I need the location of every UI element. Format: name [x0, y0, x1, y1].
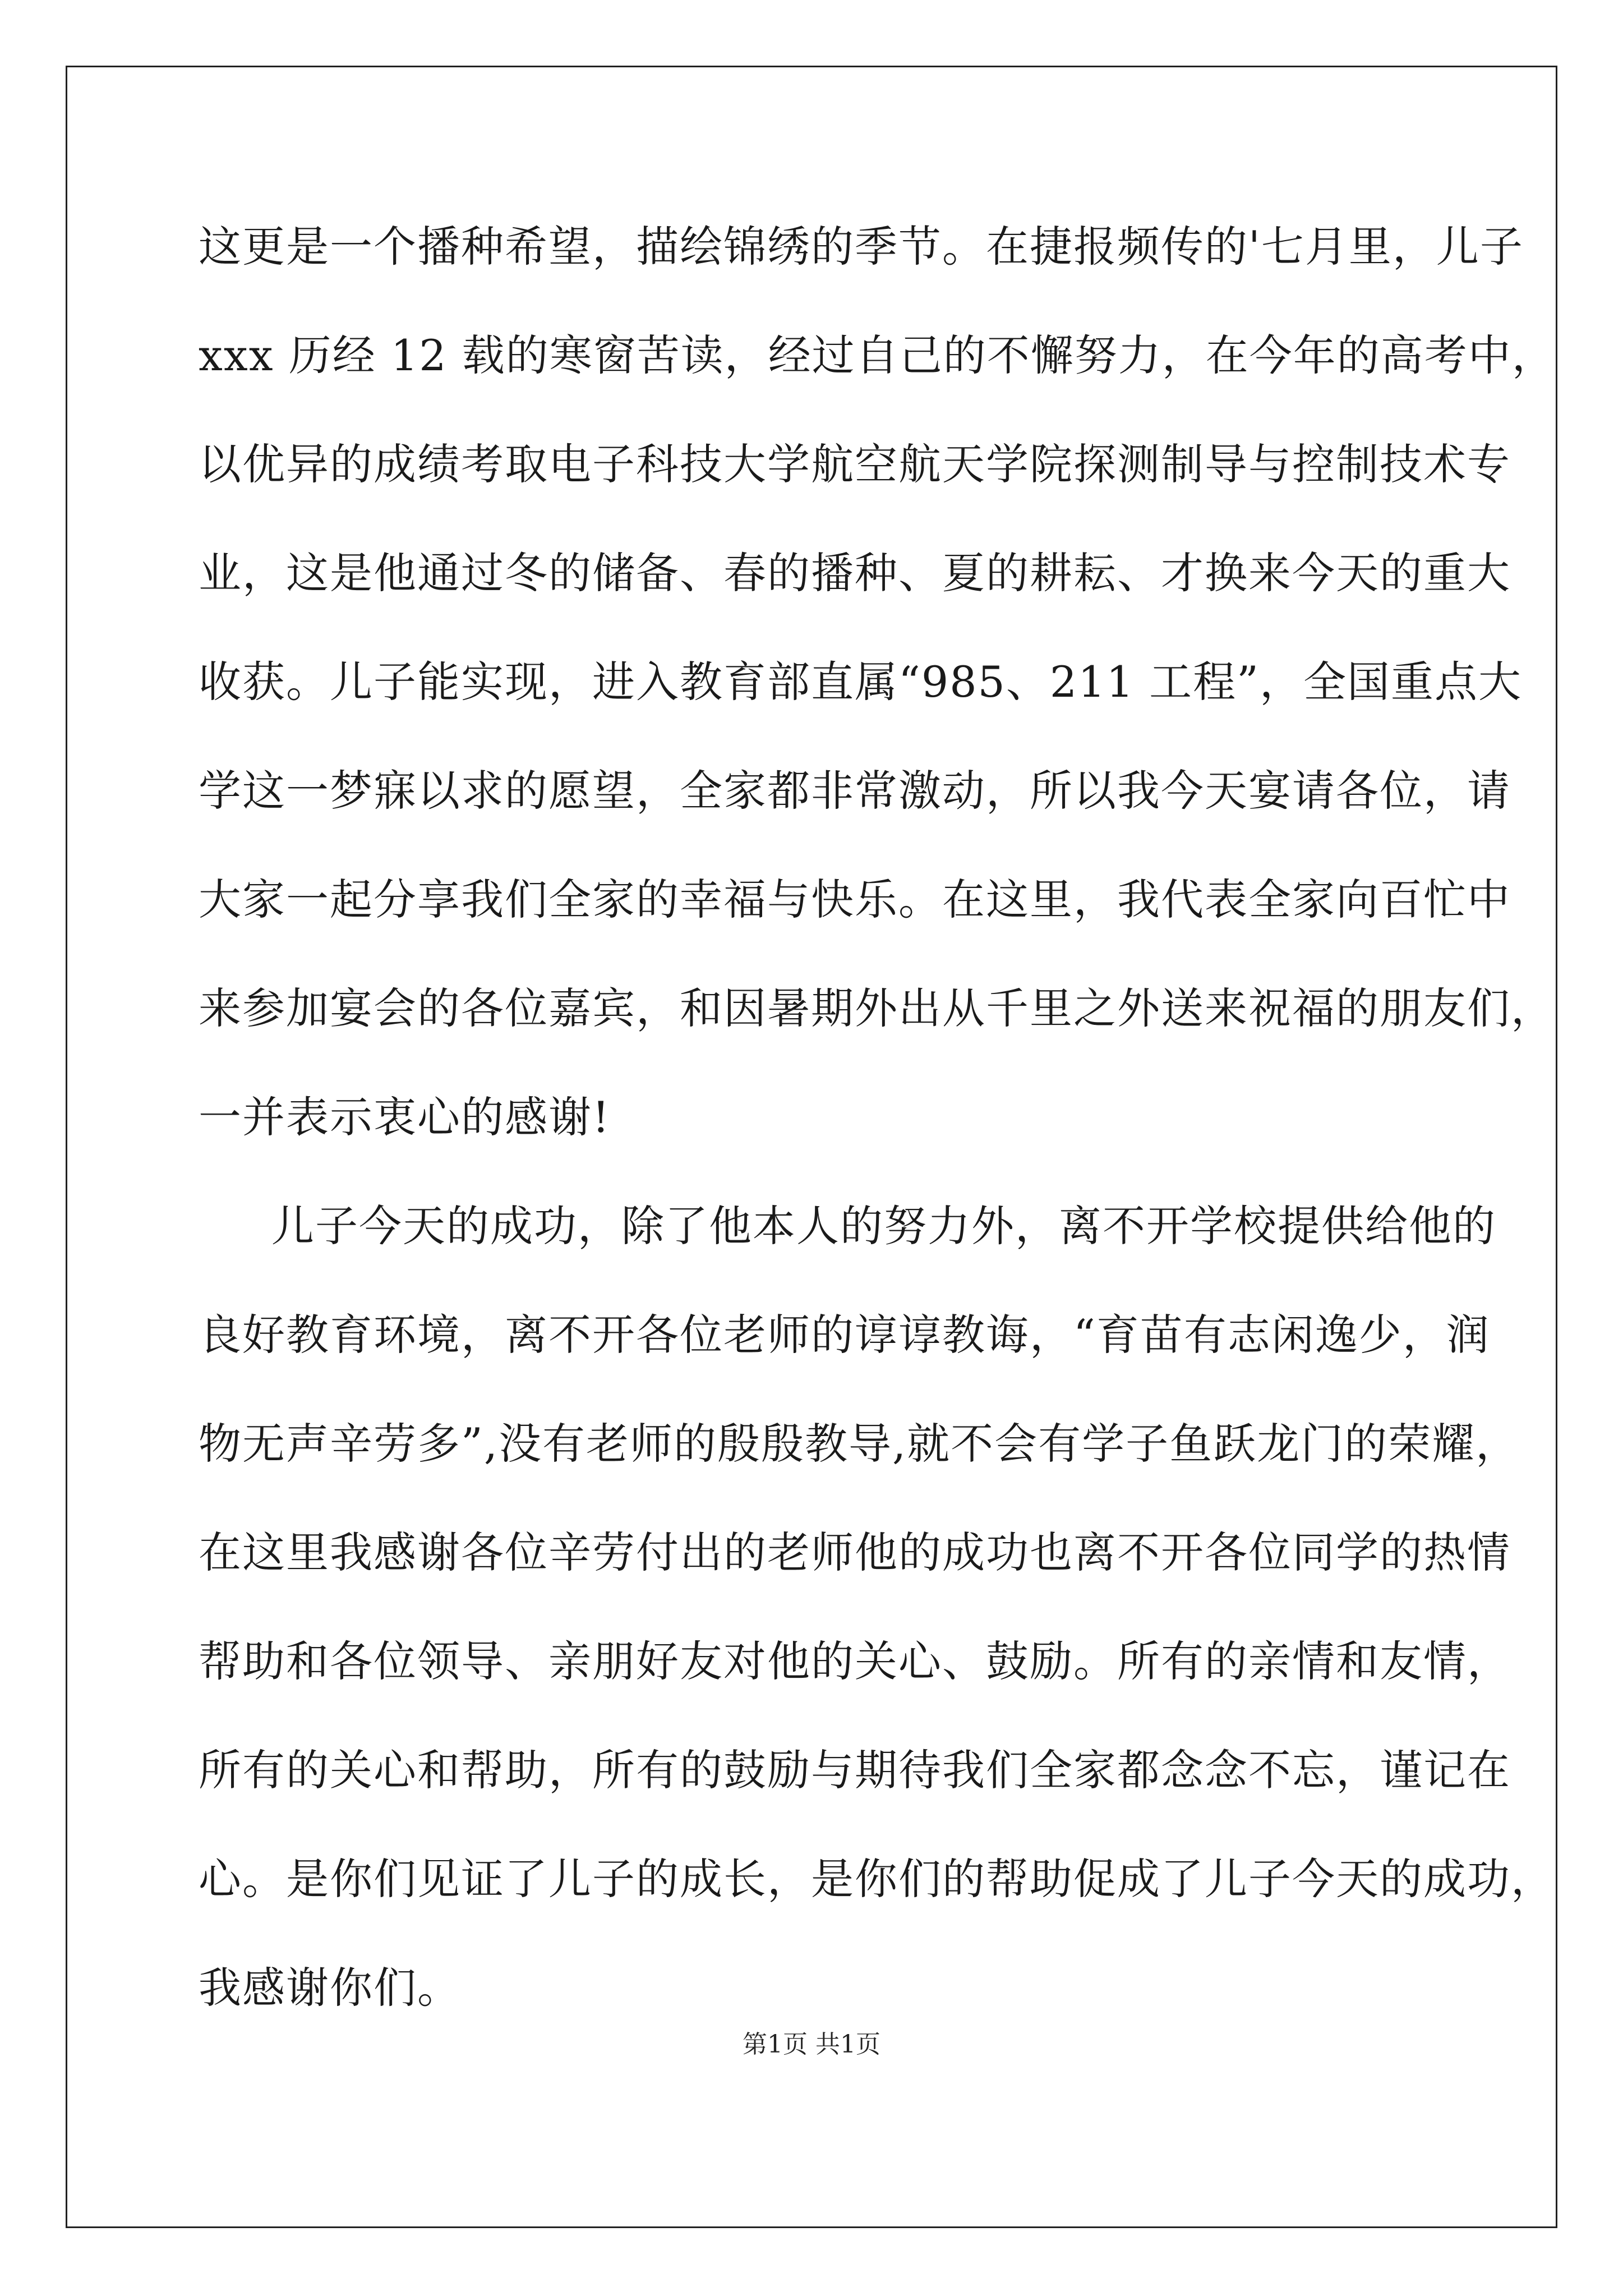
paragraph-1 — [199, 213, 1556, 1193]
paragraph-2 — [199, 1193, 1555, 2063]
text-line: 帮助和各位领导、亲朋好友对他的关心、鼓励。所有的亲情和友情， — [199, 1636, 1511, 1686]
text-line: xxx 历经 12 载的寒窗苦读，经过自己的不懈努力，在今年的高考中， — [199, 330, 1556, 380]
text-line: 大家一起分享我们全家的幸福与快乐。在这里，我代表全家向百忙中 — [199, 875, 1511, 924]
text-line: 业，这是他通过冬的储备、春的播种、夏的耕耘、才换来今天的重大 — [199, 548, 1511, 598]
text-line: 这更是一个播种希望，描绘锦绣的季节。在捷报频传的'七月里，儿子 — [199, 222, 1524, 272]
text-line: 学这一梦寐以求的愿望，全家都非常激动，所以我今天宴请各位，请 — [199, 766, 1511, 816]
page-number-footer: 第1页 共1页 — [743, 2030, 880, 2059]
text-line: 我感谢你们。 — [199, 1963, 461, 2013]
text-line: 一并表示衷心的感谢! — [199, 1092, 611, 1142]
text-line: 物无声辛劳多”,没有老师的殷殷教导,就不会有学子鱼跃龙门的荣耀， — [199, 1419, 1520, 1469]
text-line: 来参加宴会的各位嘉宾，和因暑期外出从千里之外送来祝福的朋友们， — [199, 983, 1555, 1033]
text-line: 良好教育环境，离不开各位老师的谆谆教诲，“育苗有志闲逸少，润 — [199, 1310, 1490, 1360]
text-line: 心。是你们见证了儿子的成长，是你们的帮助促成了儿子今天的成功， — [199, 1854, 1555, 1904]
text-line: 儿子今天的成功，除了他本人的努力外，离不开学校提供给他的 — [271, 1201, 1496, 1251]
document-body — [199, 213, 1556, 2063]
text-line: 收获。儿子能实现，进入教育部直属“985、211 工程”，全国重点大 — [199, 657, 1522, 707]
text-line: 在这里我感谢各位辛劳付出的老师他的成功也离不开各位同学的热情 — [199, 1527, 1511, 1577]
text-line: 所有的关心和帮助，所有的鼓励与期待我们全家都念念不忘，谨记在 — [199, 1745, 1511, 1795]
text-line: 以优异的成绩考取电子科技大学航空航天学院探测制导与控制技术专 — [199, 439, 1511, 489]
